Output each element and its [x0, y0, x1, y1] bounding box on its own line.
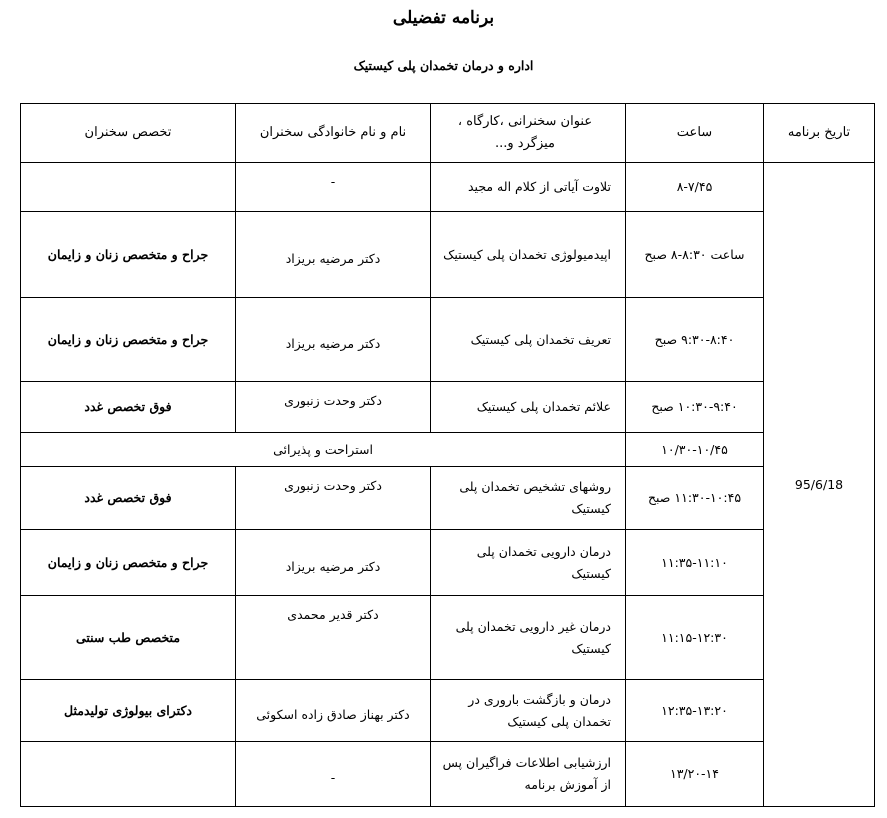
- row-time: ۸-۷/۴۵: [626, 163, 764, 212]
- row-specialty: جراح و متخصص زنان و زایمان: [21, 298, 236, 382]
- row-time: ۱۱:۳۰-۱۰:۴۵ صبح: [626, 467, 764, 530]
- table-row: [21, 298, 875, 382]
- row-speaker: دکتر بهناز صادق زاده اسکوئی: [236, 680, 431, 742]
- row-specialty: جراح و متخصص زنان و زایمان: [21, 212, 236, 298]
- row-speaker: دکتر مرضیه بریزاد: [236, 298, 431, 382]
- table-row: [21, 680, 875, 742]
- row-speaker: دکتر مرضیه بریزاد: [236, 530, 431, 596]
- header-speaker: نام و نام خانوادگی سخنران: [236, 104, 431, 163]
- page-title: برنامه تفضیلی: [392, 8, 495, 28]
- row-speaker: -: [236, 163, 431, 212]
- row-speaker: دکتر مرضیه بریزاد: [236, 212, 431, 298]
- header-time: ساعت: [626, 104, 764, 163]
- row-specialty: جراح و متخصص زنان و زایمان: [21, 530, 236, 596]
- row-title: ارزشیابی اطلاعات فراگیران پس از آموزش برنامه: [431, 742, 626, 807]
- row-time: ساعت ۸:۳۰-۸ صبح: [626, 212, 764, 298]
- header-date: تاریخ برنامه: [764, 104, 875, 163]
- row-speaker: دکتر قدیر محمدی: [236, 596, 431, 680]
- row-specialty: دکترای بیولوژی تولیدمثل: [21, 680, 236, 742]
- table-row: [21, 163, 875, 212]
- schedule-table: [20, 103, 875, 807]
- row-specialty: متخصص طب سنتی: [21, 596, 236, 680]
- page-subtitle: اداره و درمان تخمدان پلی کیستیک: [353, 58, 534, 73]
- row-title: درمان غیر دارویی تخمدان پلی کیستیک: [431, 596, 626, 680]
- row-time: ۱۲:۳۵-۱۳:۲۰: [626, 680, 764, 742]
- table-row: [21, 596, 875, 680]
- row-speaker: دکتر وحدت زنبوری: [236, 382, 431, 433]
- row-title: تلاوت آیاتی از کلام اله مجید: [431, 163, 626, 212]
- row-speaker: -: [236, 742, 431, 807]
- break-row: [21, 433, 875, 467]
- row-time: ۱۳/۲۰-۱۴: [626, 742, 764, 807]
- row-specialty: [21, 163, 236, 212]
- row-time: ۱۰:۳۰-۹:۴۰ صبح: [626, 382, 764, 433]
- row-specialty: فوق تخصص غدد: [21, 467, 236, 530]
- table-row: [21, 530, 875, 596]
- row-time: ۹:۳۰-۸:۴۰ صبح: [626, 298, 764, 382]
- row-speaker: دکتر وحدت زنبوری: [236, 467, 431, 530]
- row-specialty: [21, 742, 236, 807]
- row-title: درمان و بازگشت باروری در تخمدان پلی کیستیک: [431, 680, 626, 742]
- break-label: استراحت و پذیرائی: [21, 433, 626, 467]
- row-time: ۱۱:۱۵-۱۲:۳۰: [626, 596, 764, 680]
- header-specialty: تخصص سخنران: [21, 104, 236, 163]
- row-specialty: فوق تخصص غدد: [21, 382, 236, 433]
- header-title: عنوان سخنرانی ،کارگاه ، میزگرد و...: [431, 104, 626, 163]
- table-row: [21, 742, 875, 807]
- table-row: [21, 212, 875, 298]
- row-time: ۱۰/۳۰-۱۰/۴۵: [626, 433, 764, 467]
- row-time: ۱۱:۳۵-۱۱:۱۰: [626, 530, 764, 596]
- row-title: علائم تخمدان پلی کیستیک: [431, 382, 626, 433]
- table-row: [21, 382, 875, 433]
- row-title: تعریف تخمدان پلی کیستیک: [431, 298, 626, 382]
- header-row: [21, 104, 875, 163]
- row-title: اپیدمیولوژی تخمدان پلی کیستیک: [431, 212, 626, 298]
- row-title: روشهای تشخیص تخمدان پلی کیستیک: [431, 467, 626, 530]
- table-row: [21, 467, 875, 530]
- row-title: درمان دارویی تخمدان پلی کیستیک: [431, 530, 626, 596]
- program-date: 95/6/18: [764, 163, 875, 807]
